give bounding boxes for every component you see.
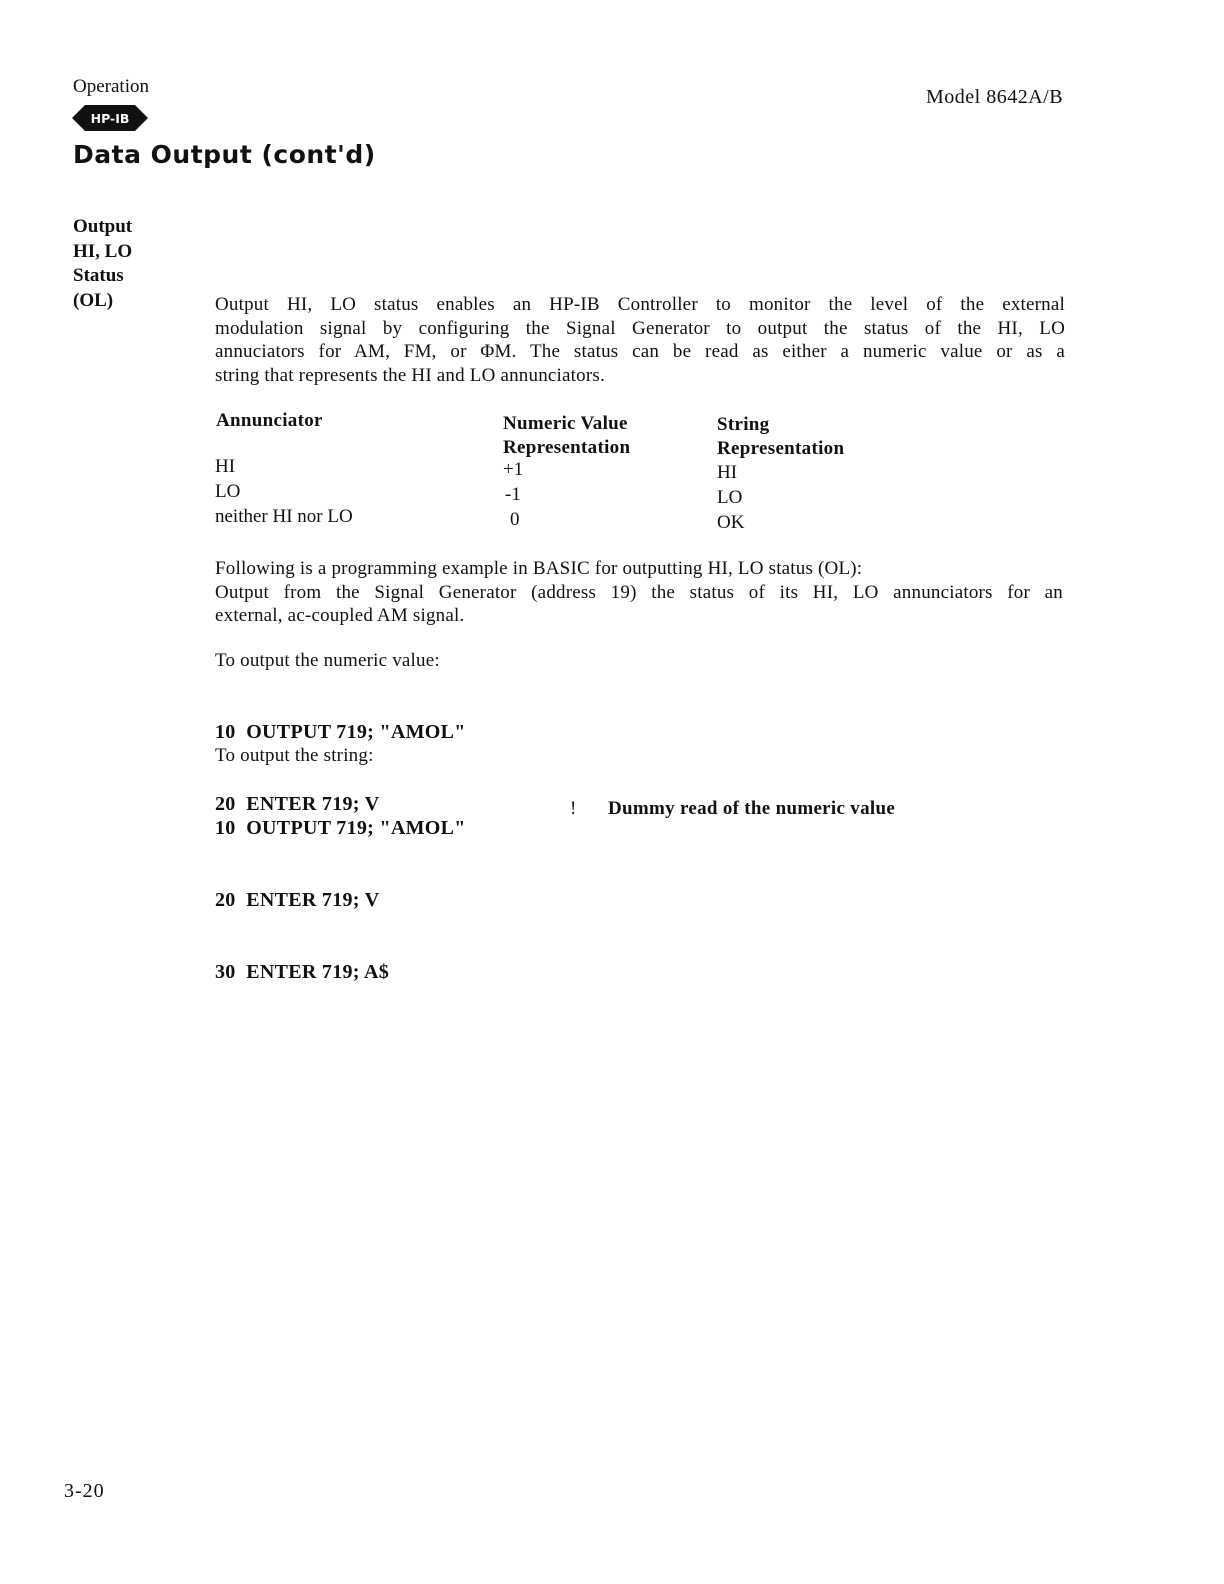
- table-cell-numeric: +1: [503, 459, 524, 480]
- table-cell-annunciator: LO: [215, 481, 241, 502]
- example-line: Following is a programming example in BASIC for outputting HI, LO status (OL):: [215, 558, 863, 579]
- column-header-string-line: Representation: [717, 438, 845, 459]
- table-cell-annunciator: neither HI nor LO: [215, 506, 353, 527]
- side-heading-line: Output: [73, 216, 133, 237]
- hp-ib-badge-text: HP-IB: [90, 111, 130, 126]
- side-heading-line: Status: [73, 265, 124, 286]
- hp-ib-badge-icon: [72, 105, 148, 131]
- string-example-code: [215, 768, 466, 1008]
- model-label: Model 8642A/B: [926, 86, 1064, 108]
- numeric-example-caption: To output the numeric value:: [215, 650, 440, 671]
- column-header-numeric: [503, 412, 630, 460]
- side-heading-line: HI, LO: [73, 240, 133, 262]
- string-example-caption: To output the string:: [215, 745, 374, 766]
- table-cell-numeric: 0: [510, 509, 520, 530]
- side-heading: [73, 215, 132, 313]
- table-cell-string: LO: [717, 487, 743, 508]
- intro-line: modulation signal by configuring the Signal Generator to output the status of the HI, LO: [215, 317, 1065, 339]
- example-line: external, ac-coupled AM signal.: [215, 605, 465, 626]
- table-cell-annunciator: HI: [215, 456, 236, 477]
- column-header-annunciator: Annunciator: [216, 410, 323, 431]
- code-line: 10 OUTPUT 719; "AMOL": [215, 817, 466, 839]
- hp-ib-badge: [72, 105, 148, 131]
- section-label: Operation: [73, 76, 149, 97]
- code-comment: Dummy read of the numeric value: [608, 798, 896, 819]
- table-cell-string: OK: [717, 512, 745, 533]
- page-title: Data Output (cont'd): [73, 140, 376, 169]
- intro-line: string that represents the HI and LO annunciators.: [215, 364, 605, 386]
- side-heading-line: (OL): [73, 289, 114, 311]
- column-header-numeric-line: Representation: [503, 437, 631, 458]
- code-line: 30 ENTER 719; A$: [215, 961, 390, 983]
- table-cell-string: HI: [717, 462, 738, 483]
- status-table: [215, 408, 915, 538]
- column-header-string: [717, 413, 844, 461]
- example-line: Output from the Signal Generator (address 19) the status of its HI, LO annunciators for an: [215, 581, 1063, 603]
- intro-paragraph: [215, 293, 1065, 387]
- intro-line: Output HI, LO status enables an HP-IB Controller to monitor the level of the external: [215, 294, 1065, 315]
- table-cell-numeric: -1: [505, 484, 521, 505]
- column-header-numeric-line: Numeric Value: [503, 413, 628, 434]
- page-number: 3-20: [64, 1480, 105, 1502]
- column-header-string-line: String: [717, 414, 770, 435]
- comment-mark: !: [570, 798, 577, 819]
- example-paragraph: [215, 557, 1063, 628]
- code-line: 10 OUTPUT 719; "AMOL": [215, 721, 466, 743]
- code-line: 20 ENTER 719; V: [215, 889, 380, 911]
- code-line: 20 ENTER 719; V: [215, 793, 380, 815]
- intro-line: annuciators for AM, FM, or ΦM. The status can be read as either a numeric value or as a: [215, 341, 1065, 362]
